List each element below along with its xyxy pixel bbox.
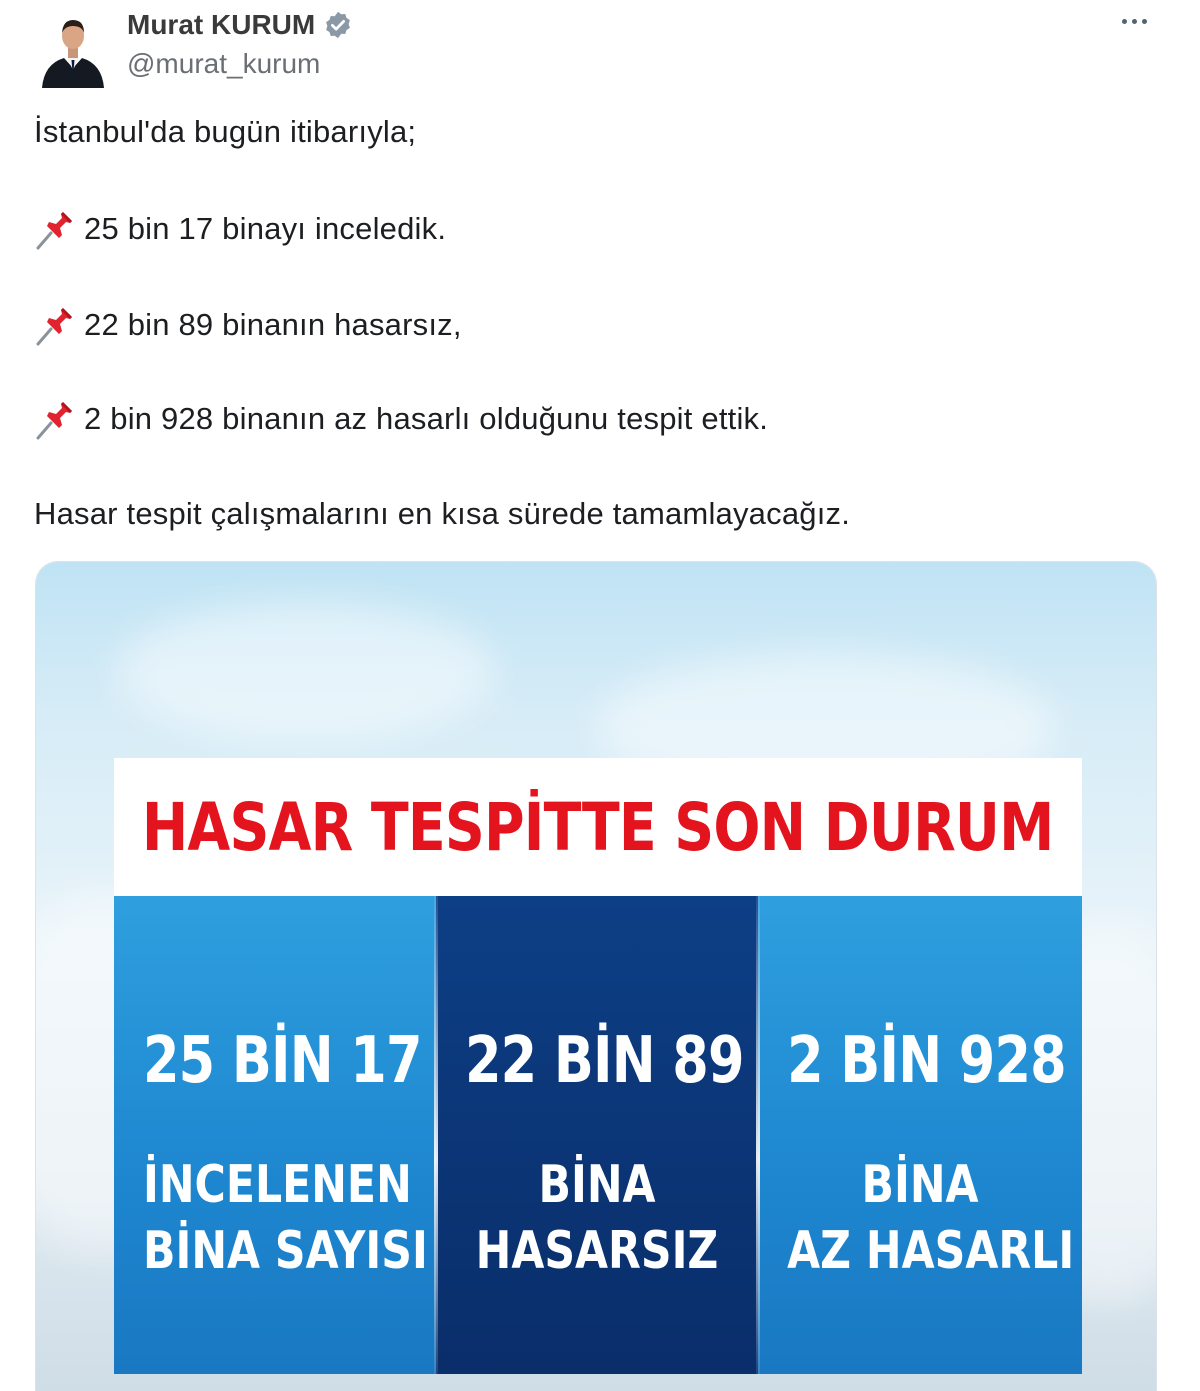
stat-label xyxy=(465,1152,729,1284)
pushpin-icon xyxy=(34,398,76,440)
more-dot-icon xyxy=(1132,19,1137,24)
stat-label xyxy=(787,1152,1075,1284)
tweet-point xyxy=(34,398,768,440)
infographic-banner xyxy=(114,758,1082,896)
more-dot-icon xyxy=(1142,19,1147,24)
tweet-point-text: 22 bin 89 binanın hasarsız, xyxy=(84,307,462,342)
tweet-header xyxy=(0,0,1200,100)
author-name[interactable] xyxy=(127,9,353,41)
stat-label-line: HASARSIZ xyxy=(475,1221,719,1281)
stat-value: 25 BİN 17 xyxy=(142,1024,422,1098)
tweet-point xyxy=(34,304,462,346)
tweet-point xyxy=(34,208,446,250)
author-name-text[interactable]: Murat KURUM xyxy=(127,9,316,40)
infographic-title: HASAR TESPİTTE SON DURUM xyxy=(142,788,1054,866)
stat-label xyxy=(142,1152,428,1284)
avatar[interactable] xyxy=(38,8,108,88)
stat-value: 2 BİN 928 xyxy=(787,1024,1066,1098)
tweet-media-image[interactable] xyxy=(36,562,1156,1391)
stat-label-line: BİNA xyxy=(861,1155,979,1215)
stat-panel-slightly-damaged xyxy=(758,896,1082,1374)
panel-divider xyxy=(756,896,760,1374)
stats-panels xyxy=(114,896,1082,1374)
tweet-point-text: 2 bin 928 binanın az hasarlı olduğunu tespit ettik. xyxy=(84,401,769,436)
stat-panel-undamaged xyxy=(436,896,758,1374)
stat-label-line: AZ HASARLI xyxy=(787,1221,1075,1281)
tweet-point-text: 25 bin 17 binayı inceledik. xyxy=(84,211,447,246)
more-dot-icon xyxy=(1122,19,1127,24)
pushpin-icon xyxy=(34,208,76,250)
stat-label-line: BİNA xyxy=(538,1155,656,1215)
stat-label-line: İNCELENEN xyxy=(142,1155,412,1215)
pushpin-icon xyxy=(34,304,76,346)
tweet-closing: Hasar tespit çalışmalarını en kısa sürede tamamlayacağız. xyxy=(34,496,851,531)
author-handle[interactable]: @murat_kurum xyxy=(127,48,321,79)
more-options-button[interactable] xyxy=(1112,6,1156,36)
cloud-decoration xyxy=(116,602,496,742)
tweet-intro: İstanbul'da bugün itibarıyla; xyxy=(34,114,417,149)
stat-label-line: BİNA SAYISI xyxy=(142,1221,428,1281)
panel-divider xyxy=(434,896,438,1374)
stat-panel-inspected xyxy=(114,896,436,1374)
stat-value: 22 BİN 89 xyxy=(464,1024,744,1098)
verified-badge-icon xyxy=(323,10,353,40)
profile-photo-icon xyxy=(38,8,108,88)
